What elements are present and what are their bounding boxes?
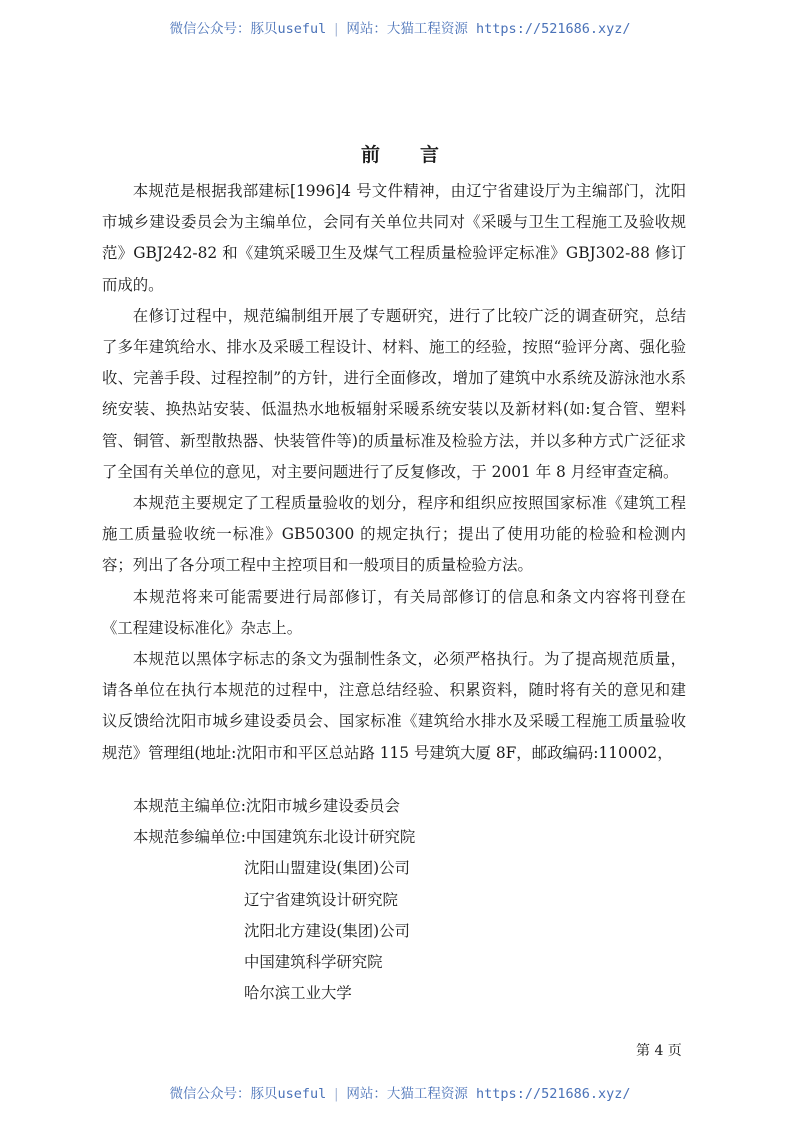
document-body — [102, 176, 686, 769]
editing-units — [133, 791, 415, 1009]
paragraph-3: 本规范主要规定了工程质量验收的划分，程序和组织应按照国家标准《建筑工程施工质量验收统一标准》GB50300 的规定执行；提出了使用功能的检验和检测内容；列出了各分项工程中主控项目和一般项目的质量检验方法。 — [102, 494, 686, 575]
chief-editor-row — [133, 791, 415, 822]
paragraph-4: 本规范将来可能需要进行局部修订，有关局部修订的信息和条文内容将刊登在《工程建设标准化》杂志上。 — [102, 587, 686, 637]
watermark-website-text: 网站：大猫工程资源 https://521686.xyz/ — [346, 1086, 631, 1102]
paragraph-2: 在修订过程中，规范编制组开展了专题研究，进行了比较广泛的调查研究，总结了多年建筑给水、排水及采暖工程设计、材料、施工的经验，按照“验评分离、强化验收、完善手段、过程控制”的方针，进行全面修改，增加了建筑中水系统及游泳池水系统安装、换热站安装、低温热水地板辐射采暖系统安装以及新材料(如:复合管、塑料管、铜管、新型散热器、快装管件等)的质量标准及检验方法，并以多种方式广泛征求了全国有关单位的意见，对主要问题进行了反复修改，于 2001 年 8 月经审查定稿。 — [102, 306, 686, 481]
watermark-website-text: 网站：大猫工程资源 https://521686.xyz/ — [346, 21, 631, 37]
watermark-header — [0, 17, 800, 37]
co-editor-label: 本规范参编单位: — [133, 828, 246, 847]
watermark-separator: | — [332, 21, 341, 37]
co-editor-item: 中国建筑东北设计研究院 — [245, 828, 416, 847]
co-editor-item: 沈阳北方建设(集团)公司 — [244, 921, 410, 940]
paragraph-5: 本规范以黑体字标志的条文为强制性条文，必须严格执行。为了提高规范质量，请各单位在执行本规范的过程中，注意总结经验、积累资料，随时将有关的意见和建议反馈给沈阳市城乡建设委员会、国家标准《建筑给水排水及采暖工程施工质量验收规范》管理组(地址:沈阳市和平区总站路 115 号建筑大厦 8F，邮政编码:110002， — [102, 650, 686, 762]
watermark-separator: | — [332, 1086, 341, 1102]
co-editor-item: 中国建筑科学研究院 — [244, 953, 383, 972]
co-editor-item: 哈尔滨工业大学 — [244, 984, 352, 1003]
page-title: 前言 — [360, 144, 479, 166]
watermark-wechat-text: 微信公众号：豚贝useful — [169, 21, 327, 37]
chief-editor-label: 本规范主编单位: — [133, 797, 246, 815]
watermark-footer — [0, 1082, 800, 1102]
co-editor-item: 辽宁省建筑设计研究院 — [244, 890, 398, 909]
co-editor-item: 沈阳山盟建设(集团)公司 — [244, 859, 410, 878]
co-editor-row — [133, 822, 415, 853]
page-number: 第 4 页 — [636, 1043, 682, 1059]
chief-editor-value: 沈阳市城乡建设委员会 — [245, 797, 400, 815]
paragraph-1: 本规范是根据我部建标[1996]4 号文件精神，由辽宁省建设厅为主编部门，沈阳市城乡建设委员会为主编单位，会同有关单位共同对《采暖与卫生工程施工及验收规范》GBJ242-82 和《建筑采暖卫生及煤气工程质量检验评定标准》GBJ302-88 修订而成的。 — [102, 182, 686, 294]
watermark-wechat-text: 微信公众号：豚贝useful — [169, 1086, 327, 1102]
